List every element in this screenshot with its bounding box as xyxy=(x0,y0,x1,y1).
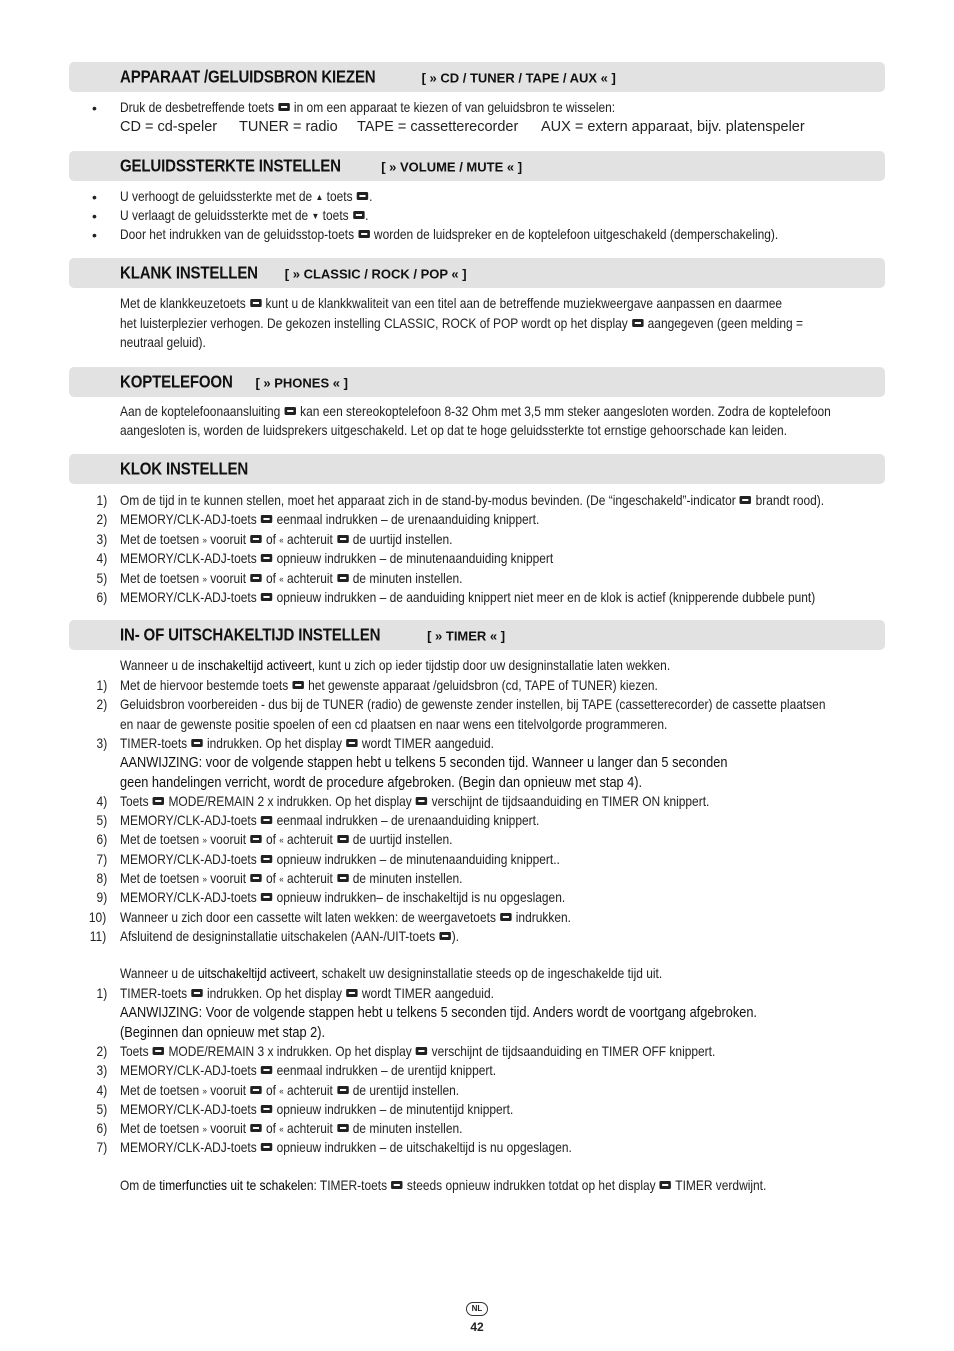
step-number: 11) xyxy=(89,928,107,944)
backward-icon: « xyxy=(279,534,284,545)
section-title: IN- OF UITSCHAKELTIJD INSTELLEN xyxy=(120,624,381,645)
display-key-icon xyxy=(346,989,357,997)
paragraph-line: Aan de koptelefoonaansluiting kan een stereokoptelefoon 8-32 Ohm met 3,5 mm steker aangesloten worden. Zodra de koptelefoon xyxy=(120,404,831,419)
text-fragment: of xyxy=(262,1082,280,1098)
step-number: 2) xyxy=(96,697,108,713)
option-cd: CD = cd-speler xyxy=(120,119,218,135)
step-text xyxy=(120,793,709,811)
text-fragment: opnieuw indrukken – de uitschakeltijd is nu opgeslagen. xyxy=(273,1140,572,1156)
bullet: • xyxy=(92,100,97,116)
section-header-phones xyxy=(69,367,885,397)
paragraph-line: Wanneer u de uitschakeltijd activeert, schakelt uw designinstallatie steeds op de ingeschakelde tijd uit. xyxy=(120,966,663,981)
section-title: APPARAAT /GELUIDSBRON KIEZEN xyxy=(120,66,376,87)
button-key-icon xyxy=(337,1086,348,1094)
step-text xyxy=(120,851,560,869)
text-fragment: Toets xyxy=(120,1043,152,1059)
forward-icon: » xyxy=(202,1124,207,1135)
paragraph-line: Om de timerfuncties uit te schakelen: TIMER-toets steeds opnieuw indrukken totdat op het display TIMER verdwijnt. xyxy=(120,1178,767,1193)
text-fragment: ). xyxy=(451,928,460,944)
step-text xyxy=(120,928,459,946)
step-number: 7) xyxy=(96,851,108,867)
section-title: KLOK INSTELLEN xyxy=(120,458,249,479)
step-number: 2) xyxy=(96,1043,108,1059)
text-fragment: Met de toetsen xyxy=(120,832,203,848)
text-fragment: achteruit xyxy=(283,531,337,547)
button-key-icon xyxy=(261,1105,272,1113)
text-fragment: MODE/REMAIN 3 x indrukken. Op het display xyxy=(165,1043,416,1059)
step-text xyxy=(120,889,565,907)
step-number: 8) xyxy=(96,871,108,886)
step-text xyxy=(120,735,494,753)
text-fragment: Om de tijd in te kunnen stellen, moet het apparaat zich in de stand-by-modus bevinden. (De “ingeschakeld”-indicator xyxy=(120,493,740,508)
button-key-icon xyxy=(337,574,348,582)
button-key-icon xyxy=(261,893,272,901)
text-fragment: de uurtijd instellen. xyxy=(349,832,453,848)
button-key-icon xyxy=(250,1086,261,1094)
step-number: 1) xyxy=(96,986,108,1001)
display-key-icon xyxy=(660,1181,671,1189)
text-fragment: Toets xyxy=(120,793,152,809)
button-key-icon xyxy=(261,554,272,562)
button-key-icon xyxy=(337,835,348,843)
text-fragment: en naar de gewenste positie spoelen of een cd plaatsen en naar wens een titelvolgorde programmeren. xyxy=(120,716,668,732)
section-subtitle: [ » CLASSIC / ROCK / POP « ] xyxy=(284,266,467,282)
button-key-icon xyxy=(250,535,261,543)
section-title: GELUIDSSTERKTE INSTELLEN xyxy=(120,155,341,176)
button-key-icon xyxy=(337,535,348,543)
text-fragment: eenmaal indrukken – de urenaanduiding knippert. xyxy=(273,512,540,528)
button-key-icon xyxy=(153,797,164,805)
text-fragment: vooruit xyxy=(206,1082,250,1098)
text-fragment: MEMORY/CLK-ADJ-toets xyxy=(120,551,261,567)
text-fragment: Met de toetsen xyxy=(120,531,203,547)
text-fragment: wordt TIMER aangeduid. xyxy=(358,735,494,751)
text-fragment: TIMER-toets xyxy=(120,735,191,751)
button-key-icon xyxy=(278,103,289,111)
text-fragment: Met de toetsen xyxy=(120,570,203,586)
text-fragment: of xyxy=(262,1121,280,1137)
backward-icon: « xyxy=(279,1085,284,1096)
step-text xyxy=(120,812,539,830)
text-fragment: achteruit xyxy=(283,1082,337,1098)
section-subtitle: [ » TIMER « ] xyxy=(427,628,506,644)
step-text xyxy=(120,1024,325,1042)
step-number: 1) xyxy=(96,678,108,693)
bullet: • xyxy=(92,227,97,243)
text-fragment: MODE/REMAIN 2 x indrukken. Op het display xyxy=(165,793,416,809)
text-fragment: de minuten instellen. xyxy=(349,1121,463,1137)
button-key-icon xyxy=(250,1124,261,1132)
text-fragment: of xyxy=(262,832,280,848)
text-fragment: opnieuw indrukken – de minutenaanduiding knippert xyxy=(273,551,554,567)
text-fragment: de minuten instellen. xyxy=(349,871,463,886)
paragraph-line: U verlaagt de geluidssterkte met de ▼ toets . xyxy=(120,208,369,223)
option-aux: AUX = extern apparaat, bijv. platenspeler xyxy=(541,119,805,135)
text-fragment: eenmaal indrukken – de urenaanduiding knippert. xyxy=(273,813,540,829)
button-key-icon xyxy=(337,874,348,882)
section-header-volume xyxy=(69,151,885,181)
button-key-icon xyxy=(292,681,303,689)
text-fragment: AANWIJZING: Voor de volgende stappen hebt u telkens 5 seconden tijd. Anders wordt de voortgang afgebroken. xyxy=(120,1005,757,1022)
button-key-icon xyxy=(191,989,202,997)
text-fragment: vooruit xyxy=(206,531,250,547)
step-text xyxy=(120,492,824,510)
text-fragment: MEMORY/CLK-ADJ-toets xyxy=(120,590,261,605)
paragraph-line: neutraal geluid). xyxy=(120,335,206,350)
forward-icon: » xyxy=(202,874,207,884)
button-key-icon xyxy=(261,515,272,523)
text-fragment: of xyxy=(262,570,280,586)
paragraph-line: Druk de desbetreffende toets in om een apparaat te kiezen of van geluidsbron te wisselen: xyxy=(120,100,616,115)
button-key-icon xyxy=(250,835,261,843)
text-fragment: Met de hiervoor bestemde toets xyxy=(120,678,292,693)
paragraph-line: Door het indrukken van de geluidsstop-toets worden de luidspreker en de koptelefoon uitgeschakeld (demperschakeling). xyxy=(120,227,779,242)
step-text xyxy=(120,870,462,888)
text-fragment: indrukken. Op het display xyxy=(203,735,346,751)
text-fragment: vooruit xyxy=(206,1121,250,1137)
section-header-clock xyxy=(69,454,885,484)
step-text xyxy=(120,531,452,549)
button-key-icon xyxy=(261,1143,272,1151)
text-fragment: MEMORY/CLK-ADJ-toets xyxy=(120,851,261,867)
text-fragment: wordt TIMER aangeduid. xyxy=(358,986,494,1001)
text-fragment: eenmaal indrukken – de urentijd knippert. xyxy=(273,1063,497,1079)
text-fragment: brandt rood). xyxy=(752,493,825,508)
button-key-icon xyxy=(261,1066,272,1074)
text-fragment: het gewenste apparaat /geluidsbron (cd, TAPE of TUNER) kiezen. xyxy=(304,678,658,693)
option-tape: TAPE = cassetterecorder xyxy=(357,119,519,135)
text-fragment: de uurtijd instellen. xyxy=(349,531,453,547)
display-key-icon xyxy=(632,319,643,327)
text-fragment: opnieuw indrukken – de aanduiding knippert niet meer en de klok is actief (knipperende dubbele punt) xyxy=(273,590,816,605)
text-fragment: of xyxy=(262,871,280,886)
text-fragment: achteruit xyxy=(283,832,337,848)
paragraph-line: Wanneer u de inschakeltijd activeert, kunt u zich op ieder tijdstip door uw designinstallatie laten wekken. xyxy=(120,658,671,673)
text-fragment: indrukken. xyxy=(512,909,571,925)
step-number: 9) xyxy=(96,890,108,906)
section-header-source xyxy=(69,62,885,92)
step-text xyxy=(120,1082,459,1100)
text-fragment: MEMORY/CLK-ADJ-toets xyxy=(120,1140,261,1156)
text-fragment: achteruit xyxy=(283,871,337,886)
step-text xyxy=(120,1043,715,1061)
page-number: 42 xyxy=(470,1320,484,1334)
text-fragment: achteruit xyxy=(283,570,337,586)
text-fragment: Geluidsbron voorbereiden - dus bij de TUNER (radio) de gewenste zender instellen, bij TAPE (cassetterecorder) de cassette plaatsen xyxy=(120,697,826,713)
text-fragment: achteruit xyxy=(283,1121,337,1137)
text-fragment: Wanneer u zich door een cassette wilt laten wekken: de weergavetoets xyxy=(120,909,500,925)
text-fragment: Met de toetsen xyxy=(120,1121,203,1137)
text-fragment: Met de toetsen xyxy=(120,1082,203,1098)
backward-icon: « xyxy=(279,1124,284,1135)
text-fragment: opnieuw indrukken– de inschakeltijd is nu opgeslagen. xyxy=(273,890,566,906)
paragraph-line: het luisterplezier verhogen. De gekozen instelling CLASSIC, ROCK of POP wordt op het display aangegeven (geen melding = xyxy=(120,316,803,331)
section-subtitle: [ » PHONES « ] xyxy=(255,375,348,391)
text-fragment: MEMORY/CLK-ADJ-toets xyxy=(120,1101,261,1117)
step-number: 4) xyxy=(96,551,108,567)
step-text xyxy=(120,589,815,607)
button-key-icon xyxy=(391,1181,402,1189)
text-fragment: verschijnt de tijdsaanduiding en TIMER ON knippert. xyxy=(428,793,710,809)
step-text xyxy=(120,1101,513,1119)
button-key-icon xyxy=(740,496,751,504)
text-fragment: vooruit xyxy=(206,570,250,586)
bullet: • xyxy=(92,189,97,205)
step-number: 10) xyxy=(88,909,107,925)
forward-icon: » xyxy=(202,1085,207,1096)
text-fragment: MEMORY/CLK-ADJ-toets xyxy=(120,813,261,829)
step-text xyxy=(120,1004,757,1022)
text-fragment: Met de toetsen xyxy=(120,871,203,886)
button-key-icon xyxy=(357,192,368,200)
text-fragment: verschijnt de tijdsaanduiding en TIMER OFF knippert. xyxy=(428,1043,716,1059)
option-tuner: TUNER = radio xyxy=(239,119,338,135)
step-number: 6) xyxy=(96,1121,108,1137)
step-text xyxy=(120,909,571,927)
step-number: 6) xyxy=(96,832,108,848)
step-number: 5) xyxy=(96,813,108,829)
text-fragment: vooruit xyxy=(206,832,250,848)
button-key-icon xyxy=(250,299,261,307)
paragraph-line: U verhoogt de geluidssterkte met de ▲ toets . xyxy=(120,189,373,204)
step-text xyxy=(120,774,642,792)
text-fragment: of xyxy=(262,531,280,547)
step-text xyxy=(120,677,658,695)
paragraph-line: Met de klankkeuzetoets kunt u de klankkwaliteit van een titel aan de betreffende muziekweergave aanpassen en daarmee xyxy=(120,296,783,311)
text-fragment: vooruit xyxy=(206,871,250,886)
bullet: • xyxy=(92,208,97,224)
section-subtitle: [ » VOLUME / MUTE « ] xyxy=(381,159,523,175)
step-number: 3) xyxy=(96,735,108,751)
forward-icon: » xyxy=(202,835,207,846)
step-text xyxy=(120,696,825,714)
text-fragment: geen handelingen verricht, wordt de procedure afgebroken. (Begin dan opnieuw met stap 4). xyxy=(120,774,643,791)
backward-icon: « xyxy=(279,835,284,846)
button-key-icon xyxy=(250,874,261,882)
step-text xyxy=(120,754,727,772)
paragraph-line: aangesloten is, worden de luidsprekers uitgeschakeld. Let op dat te hoge geluidssterkte tot ernstige gehoorschade kan leiden. xyxy=(120,423,788,438)
arrow-up-icon: ▲ xyxy=(315,192,324,202)
button-key-icon xyxy=(250,574,261,582)
text-fragment: de urentijd instellen. xyxy=(349,1082,460,1098)
button-key-icon xyxy=(337,1124,348,1132)
step-number: 1) xyxy=(96,493,108,508)
step-text xyxy=(120,985,494,1003)
step-number: 4) xyxy=(96,793,108,809)
text-fragment: opnieuw indrukken – de minutenaanduiding knippert.. xyxy=(273,851,560,867)
step-number: 7) xyxy=(96,1140,108,1156)
section-title: KOPTELEFOON xyxy=(120,371,233,392)
text-fragment: TIMER-toets xyxy=(120,986,191,1001)
step-text xyxy=(120,1062,496,1080)
button-key-icon xyxy=(358,230,369,238)
step-text xyxy=(120,1120,462,1138)
step-number: 4) xyxy=(96,1082,108,1098)
button-key-icon xyxy=(261,816,272,824)
step-number: 5) xyxy=(96,570,108,586)
text-fragment: de minuten instellen. xyxy=(349,570,463,586)
display-key-icon xyxy=(346,739,357,747)
step-number: 6) xyxy=(96,590,108,605)
button-key-icon xyxy=(439,932,450,940)
text-fragment: MEMORY/CLK-ADJ-toets xyxy=(120,890,261,906)
step-text xyxy=(120,570,462,588)
button-key-icon xyxy=(353,211,364,219)
step-text xyxy=(120,1139,572,1157)
backward-icon: « xyxy=(279,573,284,584)
backward-icon: « xyxy=(279,874,284,884)
step-number: 2) xyxy=(96,512,108,528)
step-text xyxy=(120,831,452,849)
text-fragment: AANWIJZING: voor de volgende stappen hebt u telkens 5 seconden tijd. Wanneer u langer dan 5 seconden xyxy=(120,755,728,772)
section-header-sound xyxy=(69,258,885,288)
display-key-icon xyxy=(416,1047,427,1055)
button-key-icon xyxy=(153,1047,164,1055)
phones-jack-icon xyxy=(285,407,296,415)
text-fragment: (Beginnen dan opnieuw met stap 2). xyxy=(120,1024,326,1041)
button-key-icon xyxy=(261,855,272,863)
language-badge: NL xyxy=(466,1302,488,1316)
section-title: KLANK INSTELLEN xyxy=(120,262,258,283)
section-subtitle: [ » CD / TUNER / TAPE / AUX « ] xyxy=(421,70,616,86)
step-number: 3) xyxy=(96,1063,108,1079)
text-fragment: opnieuw indrukken – de minutentijd knippert. xyxy=(273,1101,514,1117)
button-key-icon xyxy=(261,593,272,601)
step-number: 5) xyxy=(96,1101,108,1117)
forward-icon: » xyxy=(202,534,207,545)
text-fragment: MEMORY/CLK-ADJ-toets xyxy=(120,1063,261,1079)
text-fragment: MEMORY/CLK-ADJ-toets xyxy=(120,512,261,528)
step-number: 3) xyxy=(96,531,108,547)
step-text xyxy=(120,550,553,568)
button-key-icon xyxy=(191,739,202,747)
arrow-down-icon: ▼ xyxy=(311,211,320,221)
button-key-icon xyxy=(500,913,511,921)
step-text xyxy=(120,716,667,734)
text-fragment: indrukken. Op het display xyxy=(203,986,346,1001)
display-key-icon xyxy=(416,797,427,805)
step-text xyxy=(120,511,539,529)
text-fragment: Afsluitend de designinstallatie uitschakelen (AAN-/UIT-toets xyxy=(120,928,439,944)
section-header-timer xyxy=(69,620,885,650)
forward-icon: » xyxy=(202,573,207,584)
